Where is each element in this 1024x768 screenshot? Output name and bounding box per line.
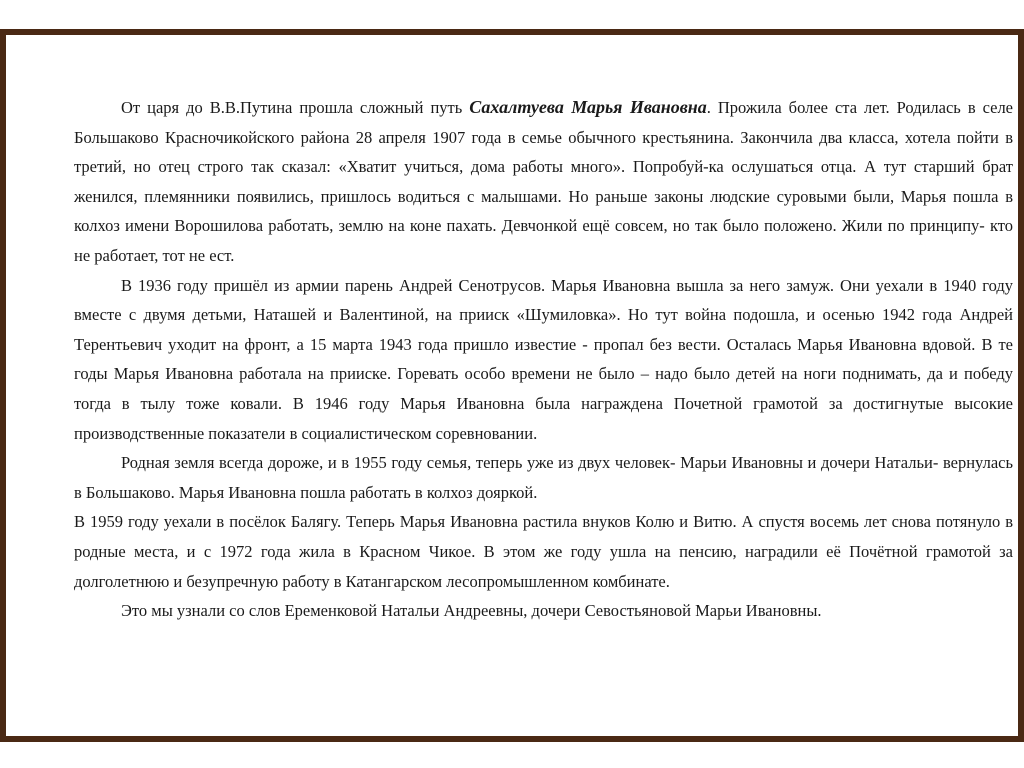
biography-text: [74, 93, 1013, 626]
brown-frame: [0, 29, 1024, 742]
paragraph-3: Родная земля всегда дороже, и в 1955 году семья, теперь уже из двух человек- Марьи Ивановны и дочери Натальи- вернулась в Большаково. Марья Ивановна пошла работать в колхоз дояркой.: [74, 453, 1013, 502]
paragraph-1-lead: От царя до В.В.Путина прошла сложный путь: [121, 98, 470, 117]
frame-content-area: [6, 35, 1018, 736]
person-name-emphasis: Сахалтуева Марья Ивановна: [469, 97, 707, 117]
paragraph-5: Это мы узнали со слов Еременковой Натальи Андреевны, дочери Севостьяновой Марьи Ивановны.: [121, 601, 822, 621]
paragraph-4: В 1959 году уехали в посёлок Балягу. Теперь Марья Ивановна растила внуков Колю и Витю. А спустя восемь лет снова потянуло в родные места, и с 1972 года жила в Красном Чикое. В этом же году ушла на пенсию, наградили её Почётной грамотой за долголетнюю и безупречную работу в Катангарском лесопромышленном комбинате.: [74, 512, 1013, 591]
paragraph-1: [74, 93, 1013, 271]
paragraph-1-rest: . Прожила более ста лет. Родилась в селе Большаково Красночикойского района 28 апреля 1907 года в семье обычного крестьянина. Закончила два класса, хотела пойти в третий, но отец строго так сказал: «Хватит учиться, дома работы много». Попробуй-ка ослушаться отца. А тут старший брат женился, племянники появились, пришлось водиться с малышами. Но раньше законы людские суровыми были, Марья пошла в колхоз имени Ворошилова работать, землю на коне пахать. Девчонкой ещё совсем, но так было положено. Жили по принципу- кто не работает, тот не ест.: [74, 98, 1014, 265]
paragraph-2: В 1936 году пришёл из армии парень Андрей Сенотрусов. Марья Ивановна вышла за него замуж. Они уехали в 1940 году вместе с двумя детьми, Наташей и Валентиной, на прииск «Шумиловка». Но тут война подошла, и осенью 1942 года Андрей Терентьевич уходит на фронт, а 15 марта 1943 года пришло известие - пропал без вести. Осталась Марья Ивановна вдовой. В те годы Марья Ивановна работала на прииске. Горевать особо времени не было – надо было детей на ноги поднимать, да и победу тогда в тылу тоже ковали. В 1946 году Марья Ивановна была награждена Почетной грамотой за достигнутые высокие производственные показатели в социалистическом соревновании.: [74, 275, 1013, 443]
